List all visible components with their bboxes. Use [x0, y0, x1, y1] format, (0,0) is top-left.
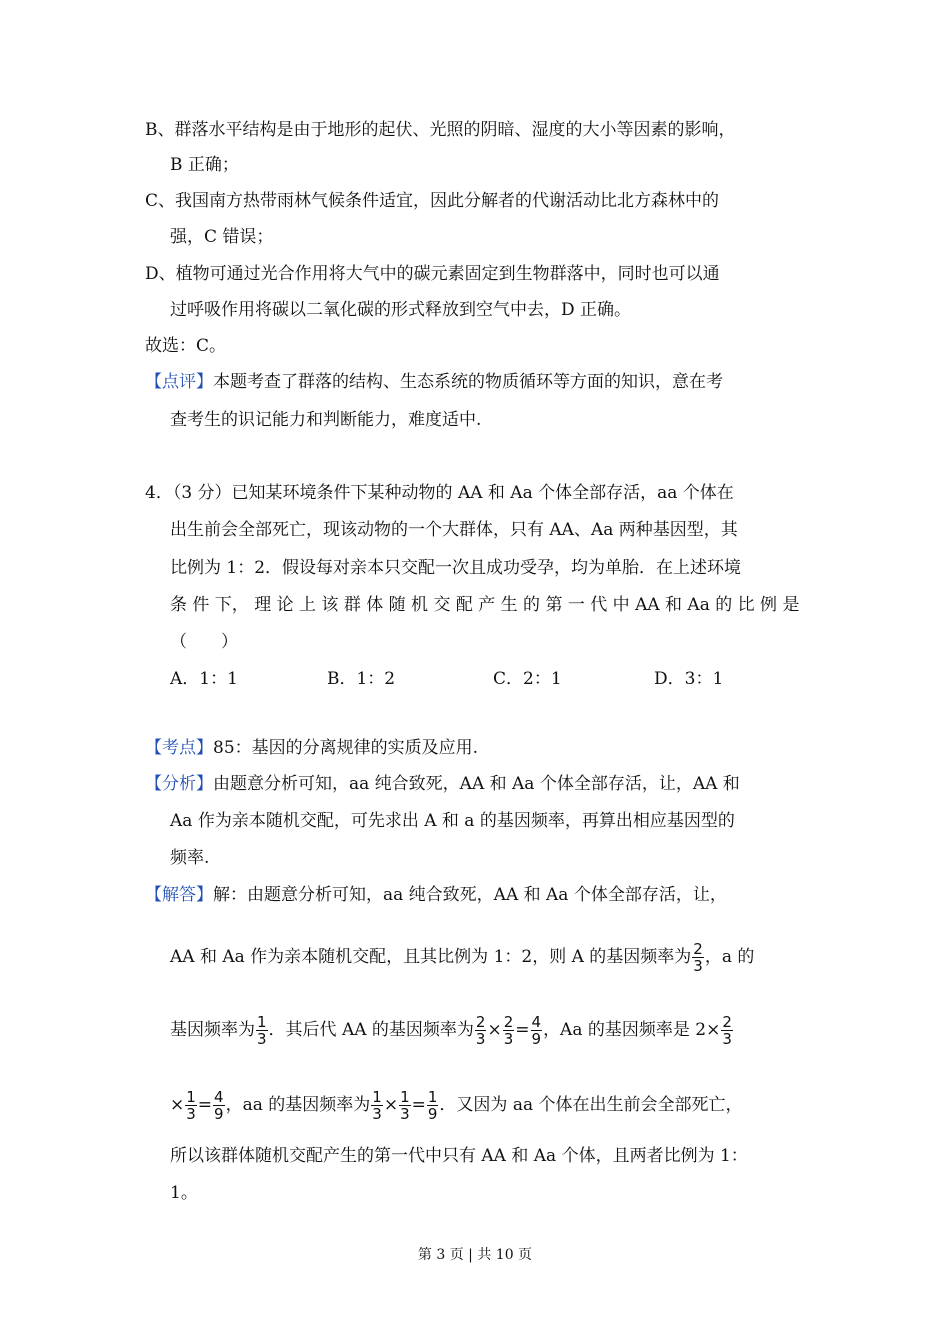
- solution-text2: AA 和 Aa 作为亲本随机交配，且其比例为 1：2，则 A 的基因频率为: [170, 947, 692, 967]
- option-b-explanation-line2: B 正确；: [170, 155, 239, 175]
- question4-line1: 4．（3 分）已知某环境条件下某种动物的 AA 和 Aa 个体全部存活，aa 个体在: [145, 483, 734, 503]
- solution-line2: [170, 939, 754, 975]
- comment-line1: [145, 370, 723, 394]
- comment-text1: 本题考查了群落的结构、生态系统的物质循环等方面的知识，意在考: [213, 372, 723, 392]
- fraction-two-thirds: $\frac{2}{3}$: [475, 1013, 486, 1048]
- comment-line2: 查考生的识记能力和判断能力，难度适中.: [170, 410, 482, 430]
- option-c-explanation-line2: 强，C 错误；: [170, 227, 274, 247]
- fraction-one-third: $\frac{1}{3}$: [257, 1013, 267, 1048]
- knowledge-point-tag: 【考点】: [145, 738, 213, 758]
- knowledge-point-text: 85：基因的分离规律的实质及应用.: [213, 738, 479, 758]
- knowledge-point-line: [145, 736, 478, 760]
- fraction-two-thirds: $\frac{2}{3}$: [503, 1013, 514, 1048]
- option-c-explanation-line1: C、我国南方热带雨林气候条件适宜，因此分解者的代谢活动比北方森林中的: [145, 191, 720, 211]
- option-d-explanation-line2: 过呼吸作用将碳以二氧化碳的形式释放到空气中去，D 正确。: [170, 300, 632, 320]
- solution-line1: [145, 883, 727, 907]
- fraction-four-ninths: $\frac{4}{9}$: [214, 1088, 224, 1123]
- question4-line5: （ ）: [170, 632, 238, 652]
- option-d-explanation-line1: D、植物可通过光合作用将大气中的碳元素固定到生物群落中，同时也可以通: [145, 264, 720, 284]
- fraction-one-ninth: $\frac{1}{9}$: [427, 1088, 438, 1123]
- solution-line3: 基因频率为 $\frac{1}{3}$ ．其后代 AA 的基因频率为 $\frac{2}{3}$ × $\frac{2}{3}$ = $\frac{4}{9}$ ，Aa 的基因频率是 2× $\frac{2}{3}$: [170, 1013, 732, 1048]
- page-footer: 第 3 页 | 共 10 页: [417, 1247, 533, 1263]
- option-b: B．1：2: [327, 669, 396, 689]
- option-d: D．3：1: [654, 669, 724, 689]
- solution-line4: × $\frac{1}{3}$ = $\frac{4}{9}$ ，aa 的基因频率为 $\frac{1}{3}$ × $\frac{1}{3}$ = $\frac{1}{9}$ ．又因为 aa 个体在出生前会全部死亡，: [170, 1088, 743, 1123]
- analysis-line1: [145, 772, 740, 796]
- fraction-one-third: $\frac{1}{3}$: [372, 1088, 382, 1123]
- solution-line6: 1。: [170, 1183, 198, 1203]
- question4-line2: 出生前会全部死亡，现该动物的一个大群体，只有 AA、Aa 两种基因型，其: [170, 520, 738, 540]
- fraction-two-thirds: $\frac{2}{3}$: [693, 940, 703, 975]
- comment-tag: 【点评】: [145, 372, 213, 392]
- analysis-text1: 由题意分析可知，aa 纯合致死，AA 和 Aa 个体全部存活，让，AA 和: [213, 774, 740, 794]
- fraction-one-third: $\frac{1}{3}$: [186, 1088, 196, 1123]
- solution-text2-end: ，a 的: [704, 947, 755, 967]
- analysis-line2: Aa 作为亲本随机交配，可先求出 A 和 a 的基因频率，再算出相应基因型的: [170, 811, 735, 831]
- fraction-one-third: $\frac{1}{3}$: [400, 1088, 410, 1123]
- analysis-line3: 频率.: [170, 848, 210, 868]
- option-b-explanation-line1: B、群落水平结构是由于地形的起伏、光照的阴暗、湿度的大小等因素的影响，: [145, 120, 736, 140]
- solution-text1: 解：由题意分析可知，aa 纯合致死，AA 和 Aa 个体全部存活，让，: [213, 885, 727, 905]
- fraction-two-thirds: $\frac{2}{3}$: [722, 1013, 732, 1048]
- option-a: A．1：1: [170, 669, 238, 689]
- question4-line3: 比例为 1：2．假设每对亲本只交配一次且成功受孕，均为单胎．在上述环境: [170, 558, 742, 578]
- solution-tag: 【解答】: [145, 885, 213, 905]
- option-c: C．2：1: [493, 669, 562, 689]
- answer-line: 故选：C。: [145, 336, 227, 356]
- fraction-four-ninths: $\frac{4}{9}$: [531, 1013, 542, 1048]
- solution-line5: 所以该群体随机交配产生的第一代中只有 AA 和 Aa 个体，且两者比例为 1：: [170, 1146, 748, 1166]
- question4-line4: 条 件 下， 理 论 上 该 群 体 随 机 交 配 产 生 的 第 一 代 中 AA 和 Aa 的 比 例 是: [170, 595, 800, 615]
- analysis-tag: 【分析】: [145, 774, 213, 794]
